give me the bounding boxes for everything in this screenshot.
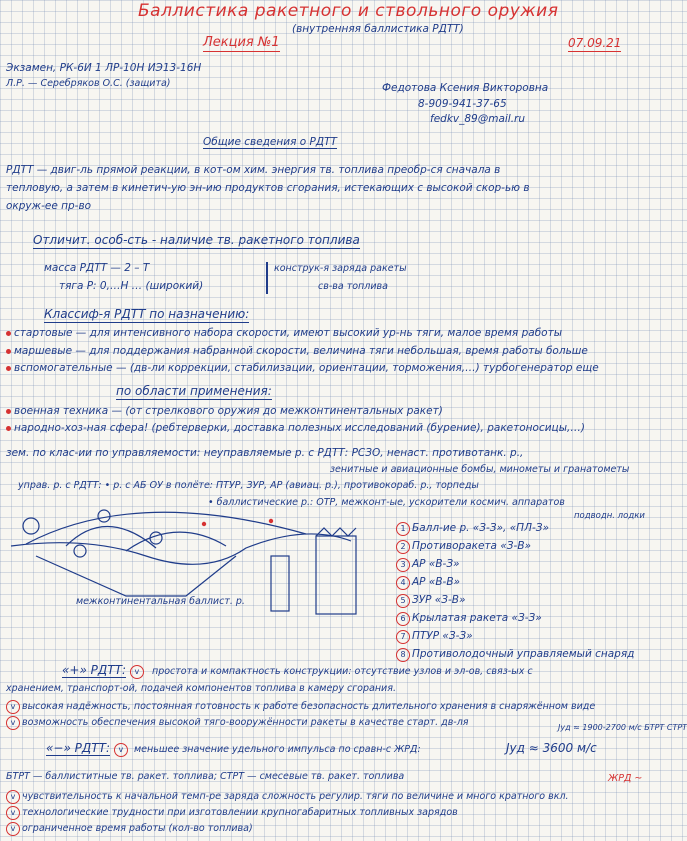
- legend-item: 7 ПТУР «З-З»: [396, 630, 473, 644]
- purpose-item-2: маршевые — для поддержания набранной скорости, величина тяги небольшая, время работы больше: [6, 345, 588, 357]
- bullet-icon: [6, 426, 11, 431]
- application-item-1: военная техника — (от стрелкового оружия до межконтинентальных ракет): [6, 405, 443, 417]
- cons-line-1: меньшее значение удельного импульса по сравн-с ЖРД:: [134, 744, 421, 755]
- check-icon: v: [130, 665, 144, 679]
- purpose-item-1: стартовые — для интенсивного набора скорости, имеют высокий ур-нь тяги, малое время работы: [6, 327, 562, 339]
- check-icon: v: [6, 806, 20, 820]
- pros-line-1: простота и компактность конструкции: отсутствие узлов и эл-ов, связ-ых с: [152, 666, 533, 677]
- cons-line-2: БТРТ — баллиститные тв. ракет. топлива; СТРТ — смесевые тв. ракет. топлива: [6, 771, 405, 782]
- bullet-icon: [6, 366, 11, 371]
- control-line-2: зенитные и авиационные бомбы, минометы и гранатометы: [330, 464, 630, 475]
- lab-info: Л.Р. — Серебряков О.С. (защита): [6, 78, 171, 89]
- mass-note-2: св-ва топлива: [318, 281, 388, 292]
- application-heading: по области применения:: [116, 384, 272, 398]
- exam-info: Экзамен, РК-6И 1 ЛР-10Н ИЭ13-16Н: [6, 62, 202, 74]
- brace-divider: [266, 262, 268, 294]
- cons-line-4: v технологические трудности при изготовлении крупногабаритных топливных зарядов: [6, 806, 458, 820]
- lecture-date: 07.09.21: [568, 36, 622, 50]
- pros-line-2: хранением, транспорт-ой, подачей компонентов топлива в камеру сгорания.: [6, 683, 396, 694]
- legend-item: 8 Противолодочный управляемый снаряд: [396, 648, 634, 662]
- author-name: Федотова Ксения Викторовна: [382, 82, 549, 94]
- legend-item: 2 Противоракета «З-В»: [396, 540, 531, 554]
- cons-line-5: v ограниченное время работы (кол-во топлива): [6, 822, 253, 836]
- lecture-number: Лекция №1: [203, 35, 280, 50]
- control-line-1: зем. по клас-ии по управляемости: неуправляемые р. с РДТТ: РСЗО, ненаст. противотанк. р.,: [6, 447, 524, 459]
- author-phone: 8-909-941-37-65: [418, 98, 507, 110]
- pros-line-3: v высокая надёжность, постоянная готовность к работе безопасность длительного хранения в снаряжённом виде: [6, 700, 595, 714]
- purpose-item-3: вспомогательные — (дв-ли коррекции, стабилизации, ориентации, торможения,…) турбогенератор еще: [6, 362, 599, 374]
- check-icon: v: [6, 700, 20, 714]
- application-item-2: народно-хоз-ная сфера! (ребтерверки, доставка полезных исследований (бурение), ракетоносицы,…): [6, 422, 585, 434]
- cons-line-3: v чувствительность к начальной темп-ре заряда сложность регулир. тяги по величине и много кратного вкл.: [6, 790, 569, 804]
- bullet-icon: [6, 409, 11, 414]
- jud-note: Jуд ≈ 1900-2700 м/с БТРТ СТРТ: [558, 723, 687, 732]
- section-title: Общие сведения о РДТТ: [203, 136, 337, 148]
- legend-item: 4 АР «В-В»: [396, 576, 460, 590]
- check-icon: v: [6, 716, 20, 730]
- control-line-4: • баллистические р.: ОТР, межконт-ые, ускорители космич. аппаратов: [208, 497, 565, 508]
- cons-heading: «−» РДТТ: v: [46, 742, 130, 757]
- definition-line-1: РДТТ — двиг-ль прямой реакции, в кот-ом хим. энергия тв. топлива преобр-ся сначала в: [6, 164, 501, 176]
- pros-heading: «+» РДТТ: v: [62, 664, 146, 679]
- legend-item: 5 ЗУР «З-В»: [396, 594, 465, 608]
- check-icon: v: [6, 790, 20, 804]
- control-line-3: управ. р. с РДТТ: • р. с АБ ОУ в полёте: ПТУР, ЗУР, АР (авиац. р.), противокораб. р., торпеды: [18, 480, 479, 491]
- author-email: fedkv_89@mail.ru: [430, 113, 526, 125]
- purpose-heading: Классиф-я РДТТ по назначению:: [44, 307, 250, 321]
- control-line-5: подводн. лодки: [574, 511, 645, 521]
- page-title: Баллистика ракетного и ствольного оружия: [138, 1, 559, 21]
- legend-item: 6 Крылатая ракета «З-З»: [396, 612, 542, 626]
- legend-item: 3 АР «В-З»: [396, 558, 460, 572]
- margin-note: ЖРД ~: [608, 773, 643, 784]
- thrust-line: тяга Р: 0,…Н … (широкий): [59, 280, 204, 292]
- mass-line: масса РДТТ — 2 – Т: [44, 262, 150, 274]
- page-subtitle: (внутренняя баллистика РДТТ): [292, 23, 464, 35]
- check-icon: v: [114, 743, 128, 757]
- feature-heading: Отличит. особ-сть - наличие тв. ракетного топлива: [33, 233, 360, 247]
- jud-value: Jуд ≈ 3600 м/с: [506, 741, 597, 755]
- check-icon: v: [6, 822, 20, 836]
- pros-line-4: v возможность обеспечения высокой тяго-вооружённости ракеты в качестве старт. дв-ля: [6, 716, 469, 730]
- definition-line-3: окруж-ее пр-во: [6, 200, 92, 212]
- legend-item: 1 Балл-ие р. «З-З», «ПЛ-З»: [396, 522, 549, 536]
- definition-line-2: тепловую, а затем в кинетич-ую эн-ию продуктов сгорания, истекающих с высокой скор-ью в: [6, 182, 530, 194]
- sketch-label: межконтинентальная баллист. р.: [76, 596, 245, 607]
- mass-note-1: конструк-я заряда ракеты: [274, 263, 407, 274]
- bullet-icon: [6, 349, 11, 354]
- bullet-icon: [6, 331, 11, 336]
